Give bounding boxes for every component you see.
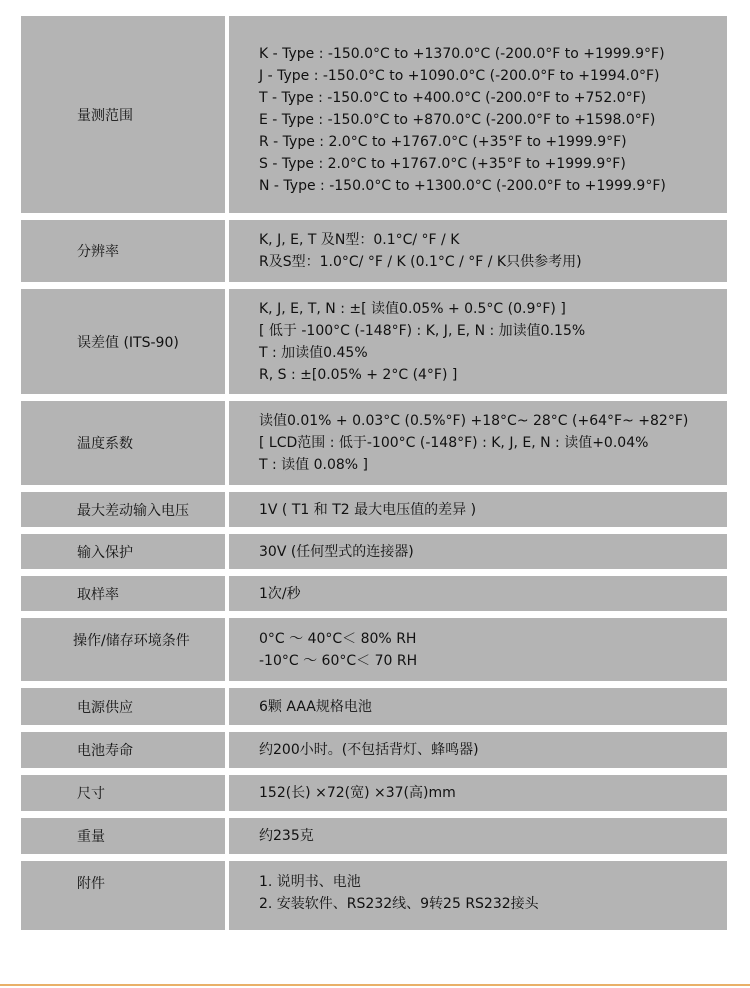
spec-line: J - Type : -150.0°C to +1090.0°C (-200.0°F to +1994.0°F)	[259, 67, 660, 84]
spec-label: 误差值 (ITS-90)	[21, 289, 225, 394]
spec-line: K, J, E, T, N : ±[ 读值0.05% + 0.5°C (0.9°F) ]	[259, 300, 566, 317]
spec-line: 约200小时。(不包括背灯、蜂鸣器)	[259, 742, 479, 758]
spec-label: 输入保护	[21, 534, 225, 569]
spec-line: R - Type : 2.0°C to +1767.0°C (+35°F to +1999.9°F)	[259, 133, 627, 150]
spec-label: 重量	[21, 818, 225, 854]
spec-line: -10°C ～ 60°C＜ 70 RH	[259, 652, 418, 669]
spec-value	[229, 16, 727, 213]
spec-table	[21, 16, 727, 937]
spec-label: 取样率	[21, 576, 225, 611]
spec-value	[229, 818, 727, 854]
spec-line: 1. 说明书、电池	[259, 874, 361, 890]
spec-line: E - Type : -150.0°C to +870.0°C (-200.0°F to +1598.0°F)	[259, 111, 656, 128]
spec-row-resolution	[21, 220, 727, 282]
spec-line: 30V (任何型式的连接器)	[259, 543, 414, 560]
spec-row-weight	[21, 818, 727, 854]
spec-line: T : 加读值0.45%	[259, 344, 368, 361]
spec-row-power-supply	[21, 688, 727, 725]
spec-label: 量测范围	[21, 16, 225, 213]
spec-line: K - Type : -150.0°C to +1370.0°C (-200.0°F to +1999.9°F)	[259, 45, 665, 62]
spec-row-battery-life	[21, 732, 727, 768]
spec-line: R, S : ±[0.05% + 2°C (4°F) ]	[259, 366, 458, 383]
spec-line: T : 读值 0.08% ]	[259, 457, 369, 473]
spec-value	[229, 492, 727, 527]
spec-line: 6颗 AAA规格电池	[259, 698, 372, 715]
spec-line: 0°C ～ 40°C＜ 80% RH	[259, 630, 417, 647]
spec-value	[229, 775, 727, 811]
spec-value	[229, 289, 727, 394]
spec-line: [ 低于 -100°C (-148°F) : K, J, E, N : 加读值0.15%	[259, 322, 586, 339]
spec-line: K, J, E, T 及N型：0.1°C/ °F / K	[259, 232, 460, 248]
spec-label: 温度系数	[21, 401, 225, 485]
spec-value	[229, 732, 727, 768]
spec-line: 152(长) ×72(宽) ×37(高)mm	[259, 785, 456, 801]
spec-row-environment	[21, 618, 727, 681]
spec-line: [ LCD范围 : 低于-100°C (-148°F) : K, J, E, N : 读值+0.04%	[259, 435, 649, 451]
spec-value	[229, 688, 727, 725]
spec-row-input-protection	[21, 534, 727, 569]
spec-label: 电源供应	[21, 688, 225, 725]
spec-line: T - Type : -150.0°C to +400.0°C (-200.0°F to +752.0°F)	[259, 89, 647, 106]
spec-label: 附件	[21, 861, 225, 930]
spec-row-sampling-rate	[21, 576, 727, 611]
spec-line: 2. 安装软件、RS232线、9转25 RS232接头	[259, 896, 539, 912]
spec-label: 操作/储存环境条件	[21, 618, 225, 681]
bottom-divider	[0, 984, 750, 986]
spec-line: 读值0.01% + 0.03°C (0.5%°F) +18°C~ 28°C (+64°F~ +82°F)	[259, 413, 689, 429]
spec-line: 1V ( T1 和 T2 最大电压值的差异 )	[259, 501, 477, 518]
spec-label: 分辨率	[21, 220, 225, 282]
spec-value	[229, 618, 727, 681]
spec-label: 电池寿命	[21, 732, 225, 768]
spec-line: 1次/秒	[259, 585, 301, 602]
spec-row-dimensions	[21, 775, 727, 811]
spec-row-accessories	[21, 861, 727, 930]
spec-value	[229, 220, 727, 282]
spec-row-max-differential-voltage	[21, 492, 727, 527]
spec-value	[229, 861, 727, 930]
spec-row-temperature-coefficient	[21, 401, 727, 485]
spec-label: 尺寸	[21, 775, 225, 811]
spec-value	[229, 576, 727, 611]
spec-row-measurement-range	[21, 16, 727, 213]
spec-line: R及S型：1.0°C/ °F / K (0.1°C / °F / K只供参考用)	[259, 254, 582, 270]
spec-line: 约235克	[259, 828, 314, 844]
spec-label: 最大差动输入电压	[21, 492, 225, 527]
spec-value	[229, 534, 727, 569]
spec-row-accuracy	[21, 289, 727, 394]
spec-line: N - Type : -150.0°C to +1300.0°C (-200.0°F to +1999.9°F)	[259, 177, 666, 194]
spec-line: S - Type : 2.0°C to +1767.0°C (+35°F to +1999.9°F)	[259, 155, 626, 172]
spec-value	[229, 401, 727, 485]
